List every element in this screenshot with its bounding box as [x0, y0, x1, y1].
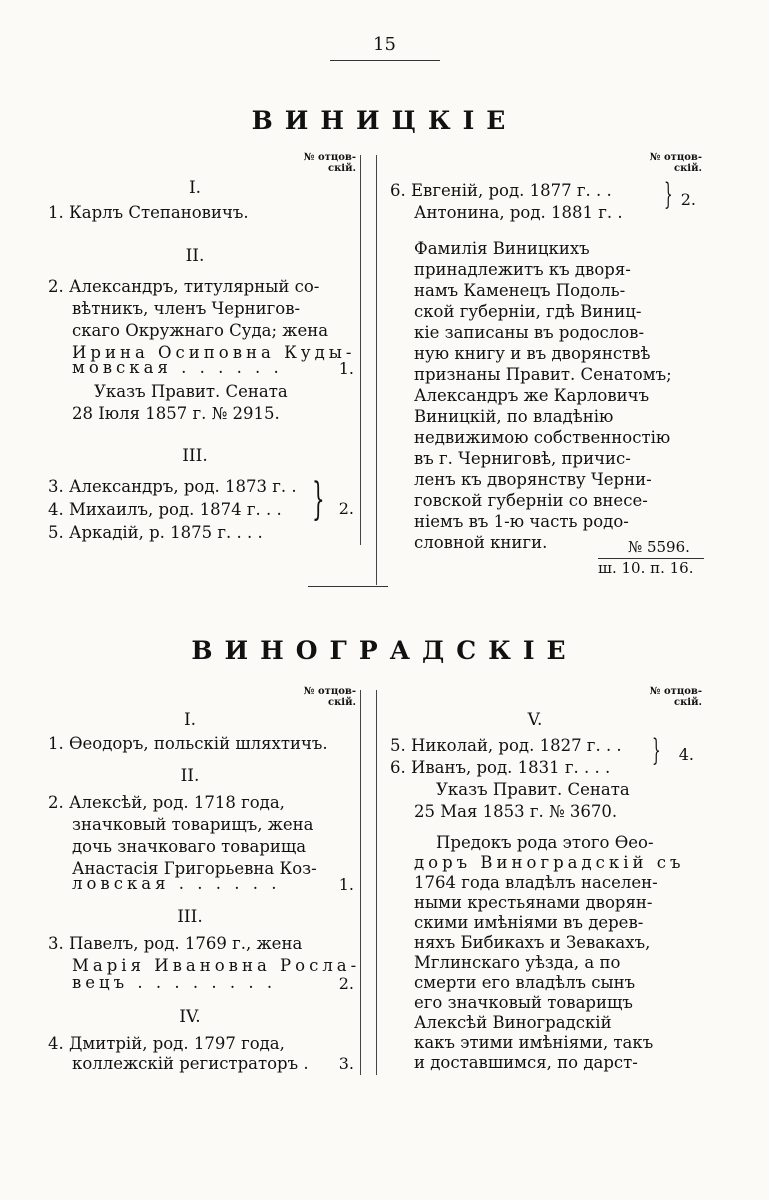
brace: } — [312, 474, 325, 525]
entry-line: ловская . . . . . . — [72, 874, 281, 893]
generation-heading: I. — [188, 178, 202, 198]
col-header-left — [300, 152, 356, 174]
decree-line: 25 Мая 1853 г. № 3670. — [414, 802, 618, 821]
paragraph-line: доръ Виноградскій съ — [414, 853, 685, 872]
paragraph-line: смерти его владѣлъ сынъ — [414, 973, 636, 992]
entry-line: вѣтникъ, членъ Чернигов- — [72, 299, 301, 318]
entry-line: коллежскій регистраторъ . — [72, 1054, 309, 1073]
column-divider-left — [360, 155, 361, 545]
column-divider-middle — [376, 155, 377, 585]
entry-line: мовская . . . . . . — [72, 358, 283, 377]
paragraph-line: Виницкій, по владѣнію — [414, 407, 614, 426]
section-divider — [308, 586, 388, 587]
entry-line: Антонина, род. 1881 г. . — [414, 203, 623, 222]
column-divider-middle — [376, 690, 377, 1075]
branch-number: 2. — [338, 974, 354, 993]
entry-line: 6. Иванъ, род. 1831 г. . . . — [390, 758, 611, 777]
generation-heading: IV. — [179, 1007, 201, 1027]
branch-number: 2. — [338, 499, 354, 518]
entry-line: 4. Дмитрій, род. 1797 года, — [48, 1034, 285, 1053]
paragraph-line: Предокъ рода этого Ѳео- — [436, 833, 654, 852]
col-header-line2: скій. — [673, 697, 702, 708]
branch-number: 3. — [338, 1054, 354, 1073]
generation-heading: III. — [182, 446, 208, 466]
col-header-line2: скій. — [673, 163, 702, 174]
entry-line: значковый товарищъ, жена — [72, 815, 314, 834]
column-divider-left — [360, 690, 361, 1075]
entry-line: 3. Александръ, род. 1873 г. . — [48, 477, 297, 496]
entry-line: Ирина Осиповна Куды- — [72, 343, 356, 362]
entry-line: Марія Ивановна Росла- — [72, 956, 361, 975]
paragraph-line: 1764 года владѣлъ населен- — [414, 873, 658, 892]
paragraph-line: Алексѣй Виноградскій — [414, 1013, 612, 1032]
page-number: 15 — [373, 34, 396, 55]
paragraph-line: признаны Правит. Сенатомъ; — [414, 365, 672, 384]
generation-heading: V. — [527, 710, 543, 730]
col-header-line1: № отцов- — [303, 152, 356, 163]
paragraph-line: Мглинскаго уѣзда, а по — [414, 953, 621, 972]
entry-line: 5. Николай, род. 1827 г. . . — [390, 736, 622, 755]
section-title-vinogradskie: ВИНОГРАДСКІЕ — [191, 636, 578, 665]
col-header-left — [300, 686, 356, 708]
col-header-line1: № отцов- — [649, 152, 702, 163]
brace: } — [652, 733, 661, 768]
paragraph-line: въ г. Черниговѣ, причис- — [414, 449, 631, 468]
archive-reference-number: № 5596. — [628, 538, 690, 556]
paragraph-line: принадлежитъ къ дворя- — [414, 260, 631, 279]
paragraph-line: и доставшимся, по дарст- — [414, 1053, 638, 1072]
paragraph-line: его значковый товарищъ — [414, 993, 633, 1012]
branch-number: 1. — [338, 875, 354, 894]
col-header-line1: № отцов- — [649, 686, 702, 697]
section-title-vinitskie: ВИНИЦКІЕ — [251, 106, 518, 135]
brace: } — [664, 177, 673, 212]
entry-line: 2. Александръ, титулярный со- — [48, 277, 320, 296]
page-number-rule — [330, 60, 440, 61]
paragraph-line: ными крестьянами дворян- — [414, 893, 653, 912]
paragraph-line: кіе записаны въ родослов- — [414, 323, 645, 342]
branch-number: 4. — [678, 745, 694, 764]
paragraph-line: намъ Каменецъ Подоль- — [414, 281, 626, 300]
entry-line: Анастасія Григорьевна Коз- — [72, 859, 317, 878]
paragraph-line: ленъ къ дворянству Черни- — [414, 470, 652, 489]
entry-line: 1. Карлъ Степановичъ. — [48, 203, 249, 222]
col-header-line2: скій. — [327, 163, 356, 174]
generation-heading: II. — [180, 766, 200, 786]
paragraph-line: Александръ же Карловичъ — [414, 386, 650, 405]
branch-number: 2. — [680, 190, 696, 209]
paragraph-line: няхъ Бибикахъ и Зевакахъ, — [414, 933, 651, 952]
col-header-right — [644, 686, 702, 708]
col-header-line1: № отцов- — [303, 686, 356, 697]
entry-line: 2. Алексѣй, род. 1718 года, — [48, 793, 285, 812]
paragraph-line: ніемъ въ 1-ю часть родо- — [414, 512, 629, 531]
entry-line: 4. Михаилъ, род. 1874 г. . . — [48, 500, 282, 519]
entry-line: вецъ . . . . . . . . — [72, 973, 277, 992]
entry-line: 6. Евгеній, род. 1877 г. . . — [390, 181, 612, 200]
entry-line: 5. Аркадій, р. 1875 г. . . . — [48, 523, 263, 542]
paragraph-line: словной книги. — [414, 533, 548, 552]
col-header-right — [644, 152, 702, 174]
decree-line: 28 Іюля 1857 г. № 2915. — [72, 404, 280, 423]
paragraph-line: скими имѣніями въ дерев- — [414, 913, 644, 932]
paragraph-line: ную книгу и въ дворянствѣ — [414, 344, 651, 363]
decree-line: Указъ Правит. Сената — [94, 382, 288, 401]
paragraph-line: ской губерніи, гдѣ Виниц- — [414, 302, 642, 321]
generation-heading: II. — [185, 246, 205, 266]
paragraph-line: какъ этими имѣніями, такъ — [414, 1033, 654, 1052]
archive-reference-location: ш. 10. п. 16. — [598, 559, 694, 577]
paragraph-line: говской губерніи со внесе- — [414, 491, 648, 510]
entry-line: 1. Ѳеодоръ, польскій шляхтичъ. — [48, 734, 328, 753]
branch-number: 1. — [338, 359, 354, 378]
col-header-line2: скій. — [327, 697, 356, 708]
generation-heading: I. — [183, 710, 197, 730]
generation-heading: III. — [177, 907, 203, 927]
entry-line: 3. Павелъ, род. 1769 г., жена — [48, 934, 303, 953]
paragraph-line: недвижимою собственностію — [414, 428, 671, 447]
entry-line: дочь значковаго товарища — [72, 837, 307, 856]
entry-line: скаго Окружнаго Суда; жена — [72, 321, 329, 340]
decree-line: Указъ Правит. Сената — [436, 780, 630, 799]
paragraph-text: Фамилія Виницкихъ — [414, 239, 590, 258]
paragraph-line — [414, 238, 590, 259]
